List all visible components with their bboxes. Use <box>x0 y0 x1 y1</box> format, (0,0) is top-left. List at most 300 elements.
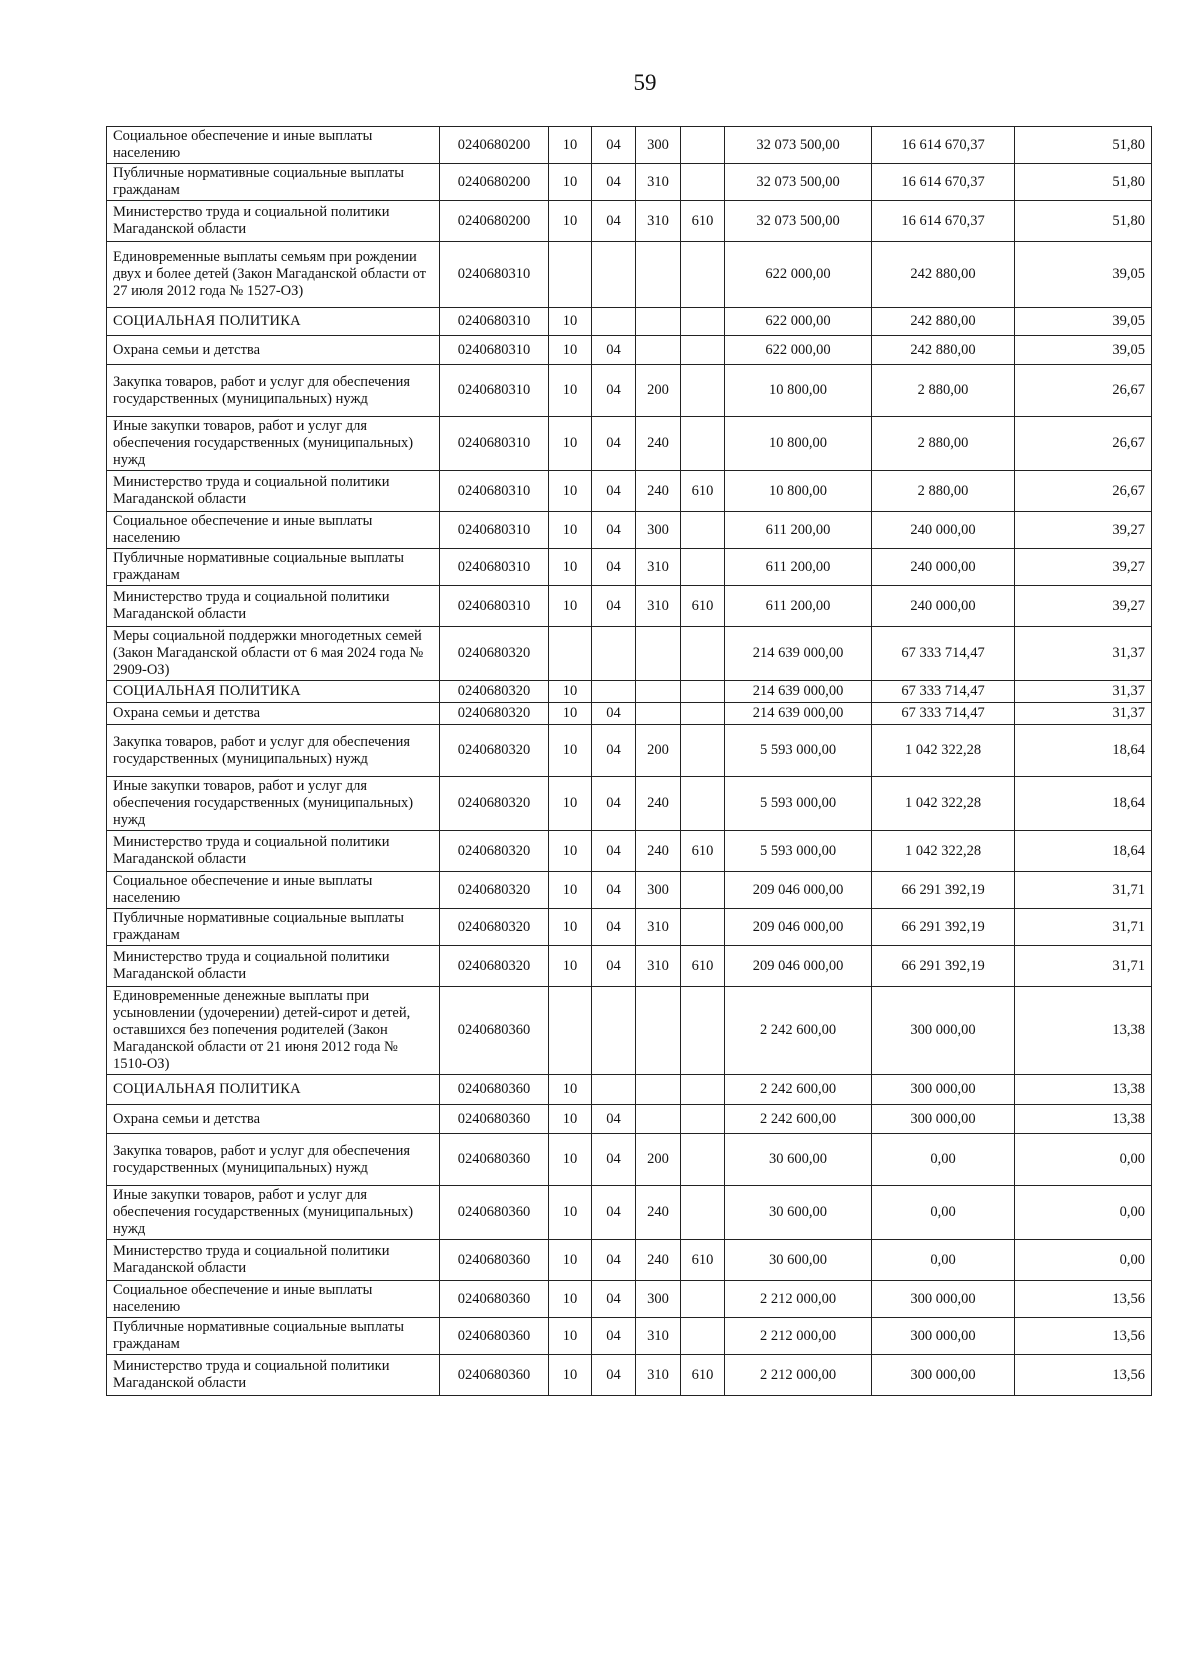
cell-expense-type <box>636 242 681 308</box>
cell-execution-percent: 31,37 <box>1015 703 1152 725</box>
cell-execution-percent: 31,37 <box>1015 681 1152 703</box>
cell-subsection: 04 <box>592 909 636 946</box>
cell-target-code: 0240680320 <box>440 831 549 872</box>
cell-ministry-code <box>681 336 725 365</box>
cell-row-name: Публичные нормативные социальные выплаты гражданам <box>107 549 440 586</box>
cell-execution-percent: 39,05 <box>1015 308 1152 336</box>
cell-executed-amount: 300 000,00 <box>872 1281 1015 1318</box>
table-row <box>107 417 1152 471</box>
cell-target-code: 0240680310 <box>440 586 549 627</box>
cell-subsection: 04 <box>592 1281 636 1318</box>
cell-target-code: 0240680360 <box>440 1318 549 1355</box>
cell-executed-amount: 0,00 <box>872 1240 1015 1281</box>
table-row <box>107 946 1152 987</box>
cell-subsection: 04 <box>592 164 636 201</box>
cell-section: 10 <box>549 336 592 365</box>
table-row <box>107 471 1152 512</box>
cell-planned-amount: 2 212 000,00 <box>725 1355 872 1396</box>
table-body <box>107 127 1152 1396</box>
cell-planned-amount: 622 000,00 <box>725 242 872 308</box>
table-row <box>107 987 1152 1075</box>
cell-section: 10 <box>549 164 592 201</box>
cell-execution-percent: 31,37 <box>1015 627 1152 681</box>
cell-executed-amount: 0,00 <box>872 1134 1015 1186</box>
cell-row-name: Охрана семьи и детства <box>107 336 440 365</box>
cell-execution-percent: 13,56 <box>1015 1318 1152 1355</box>
cell-execution-percent: 13,38 <box>1015 1105 1152 1134</box>
cell-row-name: Министерство труда и социальной политики Магаданской области <box>107 1240 440 1281</box>
cell-subsection: 04 <box>592 201 636 242</box>
cell-planned-amount: 611 200,00 <box>725 549 872 586</box>
cell-row-name: Публичные нормативные социальные выплаты гражданам <box>107 1318 440 1355</box>
cell-section: 10 <box>549 549 592 586</box>
cell-executed-amount: 1 042 322,28 <box>872 725 1015 777</box>
cell-ministry-code <box>681 627 725 681</box>
cell-subsection: 04 <box>592 365 636 417</box>
table-row <box>107 1240 1152 1281</box>
cell-ministry-code: 610 <box>681 471 725 512</box>
cell-executed-amount: 16 614 670,37 <box>872 164 1015 201</box>
cell-subsection: 04 <box>592 831 636 872</box>
cell-expense-type: 310 <box>636 1355 681 1396</box>
cell-expense-type: 240 <box>636 417 681 471</box>
cell-ministry-code <box>681 703 725 725</box>
cell-expense-type: 310 <box>636 201 681 242</box>
cell-execution-percent: 31,71 <box>1015 909 1152 946</box>
cell-section: 10 <box>549 872 592 909</box>
cell-executed-amount: 240 000,00 <box>872 549 1015 586</box>
cell-row-name: Министерство труда и социальной политики Магаданской области <box>107 471 440 512</box>
cell-executed-amount: 300 000,00 <box>872 1075 1015 1105</box>
cell-row-name: Иные закупки товаров, работ и услуг для обеспечения государственных (муниципальных) нужд <box>107 777 440 831</box>
cell-expense-type <box>636 336 681 365</box>
cell-planned-amount: 214 639 000,00 <box>725 681 872 703</box>
cell-planned-amount: 30 600,00 <box>725 1240 872 1281</box>
cell-planned-amount: 30 600,00 <box>725 1134 872 1186</box>
cell-subsection: 04 <box>592 1134 636 1186</box>
cell-executed-amount: 300 000,00 <box>872 1318 1015 1355</box>
table-row <box>107 201 1152 242</box>
cell-planned-amount: 32 073 500,00 <box>725 164 872 201</box>
table-row <box>107 627 1152 681</box>
cell-executed-amount: 67 333 714,47 <box>872 681 1015 703</box>
cell-row-name: Социальное обеспечение и иные выплаты населению <box>107 512 440 549</box>
cell-row-name: Иные закупки товаров, работ и услуг для обеспечения государственных (муниципальных) нужд <box>107 1186 440 1240</box>
cell-execution-percent: 39,27 <box>1015 586 1152 627</box>
cell-section: 10 <box>549 725 592 777</box>
table-row <box>107 242 1152 308</box>
cell-executed-amount: 66 291 392,19 <box>872 946 1015 987</box>
cell-execution-percent: 18,64 <box>1015 777 1152 831</box>
cell-section <box>549 987 592 1075</box>
cell-subsection: 04 <box>592 1355 636 1396</box>
table-row <box>107 336 1152 365</box>
cell-section: 10 <box>549 586 592 627</box>
cell-target-code: 0240680200 <box>440 164 549 201</box>
cell-execution-percent: 13,56 <box>1015 1355 1152 1396</box>
cell-execution-percent: 26,67 <box>1015 417 1152 471</box>
cell-planned-amount: 30 600,00 <box>725 1186 872 1240</box>
cell-planned-amount: 622 000,00 <box>725 308 872 336</box>
cell-expense-type: 240 <box>636 1240 681 1281</box>
table-row <box>107 1281 1152 1318</box>
cell-expense-type <box>636 627 681 681</box>
cell-row-name: СОЦИАЛЬНАЯ ПОЛИТИКА <box>107 308 440 336</box>
cell-section: 10 <box>549 1355 592 1396</box>
cell-row-name: Публичные нормативные социальные выплаты гражданам <box>107 909 440 946</box>
table-row <box>107 831 1152 872</box>
cell-target-code: 0240680360 <box>440 1134 549 1186</box>
cell-subsection <box>592 242 636 308</box>
cell-target-code: 0240680320 <box>440 872 549 909</box>
cell-ministry-code <box>681 1281 725 1318</box>
cell-ministry-code <box>681 681 725 703</box>
cell-ministry-code <box>681 127 725 164</box>
cell-execution-percent: 31,71 <box>1015 946 1152 987</box>
cell-ministry-code: 610 <box>681 201 725 242</box>
cell-subsection: 04 <box>592 512 636 549</box>
cell-subsection: 04 <box>592 549 636 586</box>
cell-expense-type: 310 <box>636 909 681 946</box>
table-row <box>107 127 1152 164</box>
cell-target-code: 0240680310 <box>440 336 549 365</box>
cell-target-code: 0240680320 <box>440 777 549 831</box>
cell-expense-type: 300 <box>636 872 681 909</box>
cell-target-code: 0240680200 <box>440 201 549 242</box>
cell-planned-amount: 32 073 500,00 <box>725 201 872 242</box>
cell-ministry-code <box>681 242 725 308</box>
cell-expense-type: 310 <box>636 946 681 987</box>
cell-subsection: 04 <box>592 127 636 164</box>
cell-executed-amount: 300 000,00 <box>872 987 1015 1075</box>
cell-execution-percent: 51,80 <box>1015 201 1152 242</box>
cell-executed-amount: 242 880,00 <box>872 308 1015 336</box>
cell-section: 10 <box>549 777 592 831</box>
cell-expense-type: 300 <box>636 1281 681 1318</box>
cell-executed-amount: 66 291 392,19 <box>872 909 1015 946</box>
cell-executed-amount: 2 880,00 <box>872 365 1015 417</box>
table-row <box>107 549 1152 586</box>
cell-expense-type: 240 <box>636 831 681 872</box>
cell-planned-amount: 611 200,00 <box>725 586 872 627</box>
cell-executed-amount: 1 042 322,28 <box>872 777 1015 831</box>
cell-target-code: 0240680310 <box>440 365 549 417</box>
cell-row-name: Социальное обеспечение и иные выплаты населению <box>107 127 440 164</box>
cell-row-name: СОЦИАЛЬНАЯ ПОЛИТИКА <box>107 681 440 703</box>
cell-subsection <box>592 1075 636 1105</box>
cell-planned-amount: 32 073 500,00 <box>725 127 872 164</box>
cell-target-code: 0240680320 <box>440 909 549 946</box>
cell-expense-type <box>636 681 681 703</box>
cell-planned-amount: 5 593 000,00 <box>725 831 872 872</box>
cell-subsection: 04 <box>592 946 636 987</box>
table-row <box>107 725 1152 777</box>
cell-target-code: 0240680320 <box>440 725 549 777</box>
table-row <box>107 308 1152 336</box>
cell-expense-type: 310 <box>636 586 681 627</box>
cell-section: 10 <box>549 909 592 946</box>
budget-table <box>106 126 1152 1396</box>
cell-executed-amount: 2 880,00 <box>872 471 1015 512</box>
cell-planned-amount: 611 200,00 <box>725 512 872 549</box>
cell-section: 10 <box>549 703 592 725</box>
cell-expense-type <box>636 987 681 1075</box>
cell-executed-amount: 240 000,00 <box>872 512 1015 549</box>
cell-expense-type <box>636 1075 681 1105</box>
cell-section: 10 <box>549 127 592 164</box>
cell-ministry-code <box>681 987 725 1075</box>
cell-execution-percent: 13,38 <box>1015 987 1152 1075</box>
cell-subsection: 04 <box>592 417 636 471</box>
cell-expense-type: 200 <box>636 1134 681 1186</box>
cell-target-code: 0240680320 <box>440 703 549 725</box>
cell-subsection: 04 <box>592 872 636 909</box>
cell-subsection <box>592 308 636 336</box>
cell-ministry-code <box>681 308 725 336</box>
cell-row-name: Социальное обеспечение и иные выплаты населению <box>107 872 440 909</box>
cell-executed-amount: 16 614 670,37 <box>872 127 1015 164</box>
cell-subsection <box>592 627 636 681</box>
cell-expense-type: 310 <box>636 1318 681 1355</box>
cell-target-code: 0240680360 <box>440 1281 549 1318</box>
cell-target-code: 0240680360 <box>440 1355 549 1396</box>
table-row <box>107 1355 1152 1396</box>
cell-ministry-code <box>681 365 725 417</box>
cell-subsection: 04 <box>592 1318 636 1355</box>
cell-row-name: Меры социальной поддержки многодетных семей (Закон Магаданской области от 6 мая 2024 года № 2909-ОЗ) <box>107 627 440 681</box>
table-row <box>107 872 1152 909</box>
cell-section: 10 <box>549 1318 592 1355</box>
cell-section: 10 <box>549 1075 592 1105</box>
cell-section: 10 <box>549 1281 592 1318</box>
cell-planned-amount: 2 242 600,00 <box>725 987 872 1075</box>
cell-section: 10 <box>549 201 592 242</box>
cell-section: 10 <box>549 512 592 549</box>
cell-planned-amount: 209 046 000,00 <box>725 872 872 909</box>
cell-ministry-code <box>681 1075 725 1105</box>
cell-executed-amount: 0,00 <box>872 1186 1015 1240</box>
cell-expense-type: 240 <box>636 777 681 831</box>
cell-execution-percent: 18,64 <box>1015 725 1152 777</box>
cell-ministry-code <box>681 512 725 549</box>
cell-ministry-code: 610 <box>681 946 725 987</box>
cell-planned-amount: 209 046 000,00 <box>725 946 872 987</box>
table-row <box>107 1134 1152 1186</box>
cell-target-code: 0240680200 <box>440 127 549 164</box>
cell-ministry-code <box>681 872 725 909</box>
cell-ministry-code <box>681 725 725 777</box>
cell-row-name: Единовременные денежные выплаты при усыновлении (удочерении) детей-сирот и детей, оставшихся без попечения родителей (Закон Магаданской области от 21 июня 2012 года № 1510-ОЗ) <box>107 987 440 1075</box>
cell-planned-amount: 10 800,00 <box>725 471 872 512</box>
cell-row-name: Публичные нормативные социальные выплаты гражданам <box>107 164 440 201</box>
table-row <box>107 164 1152 201</box>
cell-subsection: 04 <box>592 471 636 512</box>
cell-expense-type: 300 <box>636 512 681 549</box>
cell-subsection: 04 <box>592 703 636 725</box>
cell-execution-percent: 51,80 <box>1015 127 1152 164</box>
cell-planned-amount: 2 242 600,00 <box>725 1105 872 1134</box>
cell-target-code: 0240680360 <box>440 1105 549 1134</box>
cell-expense-type: 240 <box>636 1186 681 1240</box>
table-row <box>107 1186 1152 1240</box>
cell-subsection: 04 <box>592 1240 636 1281</box>
cell-executed-amount: 242 880,00 <box>872 336 1015 365</box>
cell-ministry-code <box>681 1105 725 1134</box>
cell-subsection: 04 <box>592 1105 636 1134</box>
cell-row-name: Закупка товаров, работ и услуг для обеспечения государственных (муниципальных) нужд <box>107 365 440 417</box>
cell-ministry-code: 610 <box>681 586 725 627</box>
cell-ministry-code: 610 <box>681 1355 725 1396</box>
cell-planned-amount: 5 593 000,00 <box>725 725 872 777</box>
cell-executed-amount: 67 333 714,47 <box>872 627 1015 681</box>
cell-row-name: Министерство труда и социальной политики Магаданской области <box>107 1355 440 1396</box>
cell-row-name: Охрана семьи и детства <box>107 703 440 725</box>
cell-target-code: 0240680320 <box>440 946 549 987</box>
cell-ministry-code <box>681 909 725 946</box>
cell-planned-amount: 5 593 000,00 <box>725 777 872 831</box>
cell-target-code: 0240680310 <box>440 308 549 336</box>
cell-execution-percent: 26,67 <box>1015 365 1152 417</box>
cell-row-name: Министерство труда и социальной политики Магаданской области <box>107 586 440 627</box>
cell-planned-amount: 2 212 000,00 <box>725 1281 872 1318</box>
cell-row-name: СОЦИАЛЬНАЯ ПОЛИТИКА <box>107 1075 440 1105</box>
cell-row-name: Закупка товаров, работ и услуг для обеспечения государственных (муниципальных) нужд <box>107 1134 440 1186</box>
cell-expense-type: 200 <box>636 725 681 777</box>
table-row <box>107 512 1152 549</box>
cell-planned-amount: 2 212 000,00 <box>725 1318 872 1355</box>
cell-section: 10 <box>549 1134 592 1186</box>
cell-ministry-code <box>681 417 725 471</box>
cell-planned-amount: 622 000,00 <box>725 336 872 365</box>
cell-section: 10 <box>549 365 592 417</box>
cell-subsection: 04 <box>592 1186 636 1240</box>
cell-subsection: 04 <box>592 586 636 627</box>
cell-expense-type: 200 <box>636 365 681 417</box>
cell-section: 10 <box>549 308 592 336</box>
page-number: 59 <box>633 70 657 95</box>
cell-execution-percent: 0,00 <box>1015 1240 1152 1281</box>
cell-executed-amount: 67 333 714,47 <box>872 703 1015 725</box>
cell-ministry-code <box>681 777 725 831</box>
table-row <box>107 777 1152 831</box>
cell-execution-percent: 26,67 <box>1015 471 1152 512</box>
cell-execution-percent: 39,05 <box>1015 242 1152 308</box>
cell-executed-amount: 300 000,00 <box>872 1355 1015 1396</box>
cell-planned-amount: 2 242 600,00 <box>725 1075 872 1105</box>
cell-planned-amount: 214 639 000,00 <box>725 703 872 725</box>
cell-section <box>549 242 592 308</box>
cell-execution-percent: 51,80 <box>1015 164 1152 201</box>
cell-executed-amount: 1 042 322,28 <box>872 831 1015 872</box>
cell-target-code: 0240680360 <box>440 987 549 1075</box>
cell-target-code: 0240680310 <box>440 417 549 471</box>
cell-execution-percent: 0,00 <box>1015 1134 1152 1186</box>
table-row <box>107 1318 1152 1355</box>
cell-execution-percent: 18,64 <box>1015 831 1152 872</box>
cell-row-name: Охрана семьи и детства <box>107 1105 440 1134</box>
cell-row-name: Министерство труда и социальной политики Магаданской области <box>107 201 440 242</box>
cell-expense-type: 310 <box>636 549 681 586</box>
table-row <box>107 586 1152 627</box>
table-row <box>107 365 1152 417</box>
cell-executed-amount: 2 880,00 <box>872 417 1015 471</box>
cell-execution-percent: 13,38 <box>1015 1075 1152 1105</box>
cell-ministry-code <box>681 549 725 586</box>
cell-section: 10 <box>549 417 592 471</box>
cell-target-code: 0240680310 <box>440 471 549 512</box>
cell-executed-amount: 300 000,00 <box>872 1105 1015 1134</box>
table-row <box>107 909 1152 946</box>
cell-executed-amount: 240 000,00 <box>872 586 1015 627</box>
cell-row-name: Социальное обеспечение и иные выплаты населению <box>107 1281 440 1318</box>
cell-expense-type: 300 <box>636 127 681 164</box>
cell-target-code: 0240680360 <box>440 1075 549 1105</box>
cell-row-name: Министерство труда и социальной политики Магаданской области <box>107 946 440 987</box>
cell-executed-amount: 16 614 670,37 <box>872 201 1015 242</box>
table-row <box>107 1075 1152 1105</box>
table-row <box>107 681 1152 703</box>
cell-section: 10 <box>549 1105 592 1134</box>
cell-ministry-code: 610 <box>681 831 725 872</box>
cell-subsection: 04 <box>592 336 636 365</box>
cell-execution-percent: 39,27 <box>1015 512 1152 549</box>
cell-expense-type <box>636 703 681 725</box>
cell-ministry-code: 610 <box>681 1240 725 1281</box>
cell-row-name: Закупка товаров, работ и услуг для обеспечения государственных (муниципальных) нужд <box>107 725 440 777</box>
cell-execution-percent: 0,00 <box>1015 1186 1152 1240</box>
cell-ministry-code <box>681 164 725 201</box>
cell-section: 10 <box>549 1240 592 1281</box>
cell-execution-percent: 39,05 <box>1015 336 1152 365</box>
cell-target-code: 0240680320 <box>440 627 549 681</box>
cell-target-code: 0240680310 <box>440 242 549 308</box>
cell-executed-amount: 66 291 392,19 <box>872 872 1015 909</box>
cell-expense-type <box>636 308 681 336</box>
cell-ministry-code <box>681 1318 725 1355</box>
cell-ministry-code <box>681 1186 725 1240</box>
table-row <box>107 1105 1152 1134</box>
cell-subsection <box>592 987 636 1075</box>
cell-target-code: 0240680360 <box>440 1240 549 1281</box>
cell-planned-amount: 10 800,00 <box>725 365 872 417</box>
cell-expense-type <box>636 1105 681 1134</box>
cell-section: 10 <box>549 831 592 872</box>
cell-target-code: 0240680310 <box>440 512 549 549</box>
cell-planned-amount: 214 639 000,00 <box>725 627 872 681</box>
cell-expense-type: 310 <box>636 164 681 201</box>
cell-row-name: Иные закупки товаров, работ и услуг для обеспечения государственных (муниципальных) нужд <box>107 417 440 471</box>
cell-section: 10 <box>549 681 592 703</box>
cell-section: 10 <box>549 471 592 512</box>
cell-target-code: 0240680320 <box>440 681 549 703</box>
table-row <box>107 703 1152 725</box>
cell-section: 10 <box>549 946 592 987</box>
cell-execution-percent: 39,27 <box>1015 549 1152 586</box>
cell-expense-type: 240 <box>636 471 681 512</box>
cell-planned-amount: 10 800,00 <box>725 417 872 471</box>
cell-section <box>549 627 592 681</box>
cell-execution-percent: 13,56 <box>1015 1281 1152 1318</box>
cell-target-code: 0240680360 <box>440 1186 549 1240</box>
cell-planned-amount: 209 046 000,00 <box>725 909 872 946</box>
cell-row-name: Единовременные выплаты семьям при рождении двух и более детей (Закон Магаданской области от 27 июля 2012 года № 1527-ОЗ) <box>107 242 440 308</box>
cell-target-code: 0240680310 <box>440 549 549 586</box>
cell-subsection: 04 <box>592 725 636 777</box>
cell-section: 10 <box>549 1186 592 1240</box>
cell-execution-percent: 31,71 <box>1015 872 1152 909</box>
cell-row-name: Министерство труда и социальной политики Магаданской области <box>107 831 440 872</box>
cell-subsection: 04 <box>592 777 636 831</box>
